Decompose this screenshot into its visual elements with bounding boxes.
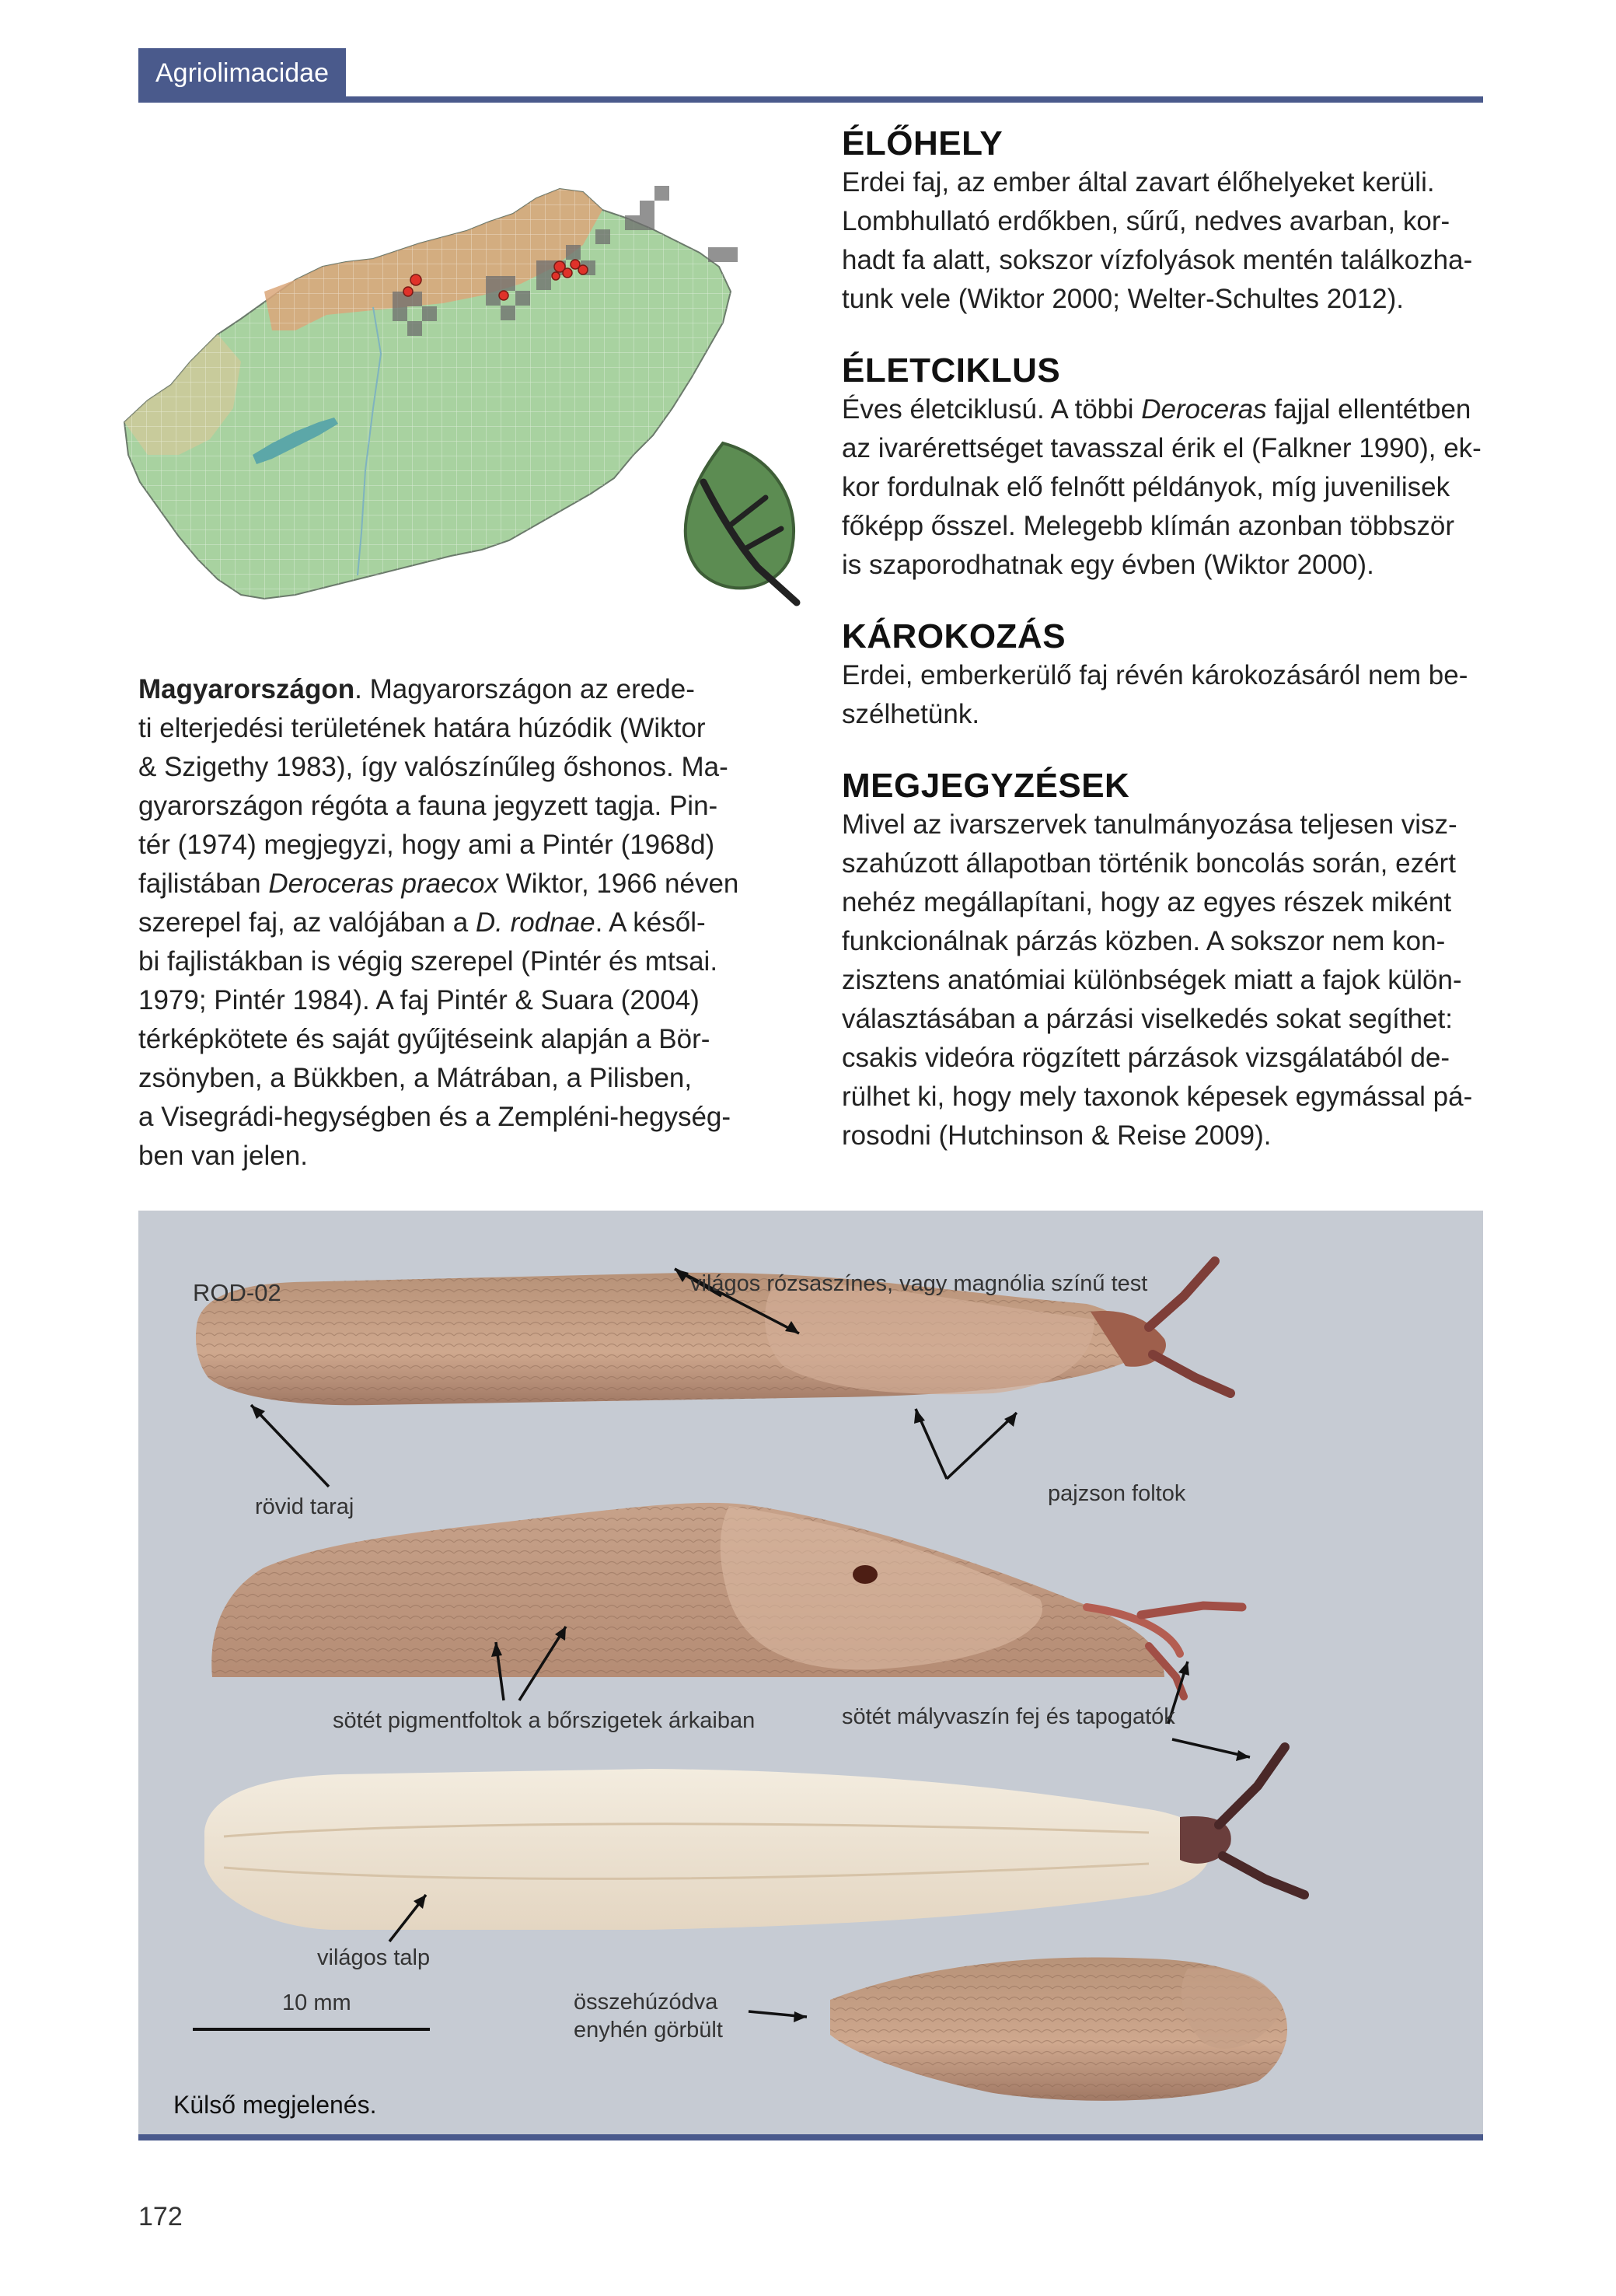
- section-notes: [842, 767, 1483, 1155]
- page-number: 172: [138, 2202, 183, 2231]
- label-body: világos rózsaszínes, vagy magnólia színű test: [690, 1271, 1148, 1296]
- section-title: ÉLŐHELY: [842, 124, 1003, 163]
- section-habitat: [842, 124, 1483, 319]
- slug-contracted-view: [830, 1957, 1287, 2100]
- section-lifecycle: [842, 351, 1483, 585]
- scale-label: 10 mm: [282, 1990, 351, 2015]
- section-title: KÁROKOZÁS: [842, 617, 1066, 655]
- figure-caption: Külső megjelenés.: [173, 2091, 377, 2119]
- label-pigment: sötét pigmentfoltok a bőrszigetek árkaiban: [333, 1708, 756, 1733]
- section-damage: [842, 617, 1483, 734]
- label-contracted: összehúzódva enyhén görbült: [574, 1990, 723, 2043]
- section-title: ÉLETCIKLUS: [842, 351, 1061, 390]
- family-tab: Agriolimacidae: [138, 48, 346, 98]
- footer-rule: [138, 2134, 1483, 2140]
- section-title: MEGJEGYZÉSEK: [842, 767, 1130, 805]
- label-head: sötét mályvaszín fej és tapogatók: [842, 1704, 1175, 1729]
- figure-panel: [138, 1211, 1483, 2137]
- slug-lateral-view: [211, 1503, 1242, 1697]
- section-body: Erdei, emberkerülő faj révén károkozásáról nem be- szélhetünk.: [842, 660, 1468, 729]
- header-rule: [138, 96, 1483, 103]
- label-sole: világos talp: [317, 1945, 431, 1970]
- deciduous-leaf-icon: [672, 435, 805, 610]
- specimen-id: ROD-02: [193, 1279, 281, 1306]
- slug-ventral-view: [204, 1747, 1304, 1930]
- section-body: Erdei faj, az ember által zavart élőhelyeket kerüli. Lombhullató erdőkben, sűrű, nedves avarban, kor- hadt fa alatt, sokszor vízfolyások mentén találkozha- tunk vele (Wiktor 2000; Welter-Schultes 2012).: [842, 167, 1473, 314]
- section-body: Mivel az ivarszervek tanulmányozása teljesen visz- szahúzott állapotban történik boncolás során, ezért nehéz megállapítani, hogy az egyes részek miként funkcionálnak párzás közben. A sokszor nem kon- zisztens anatómiai különbségek miatt a fajok külön- választásában a párzási viselkedés sokat segíthet: csakis videóra rögzített párzások vizsgálatából de- rülhet ki, hogy mely taxonok képesek egymással pá- rosodni (Hutchinson & Reise 2009).: [842, 809, 1473, 1151]
- label-keel: rövid taraj: [255, 1494, 354, 1519]
- label-mantle: pajzson foltok: [1048, 1481, 1186, 1506]
- section-body: Éves életciklusú. A többi Deroceras fajjal ellentétben az ivarérettséget tavasszal érik el (Falkner 1990), ek- kor fordulnak elő felnőtt példányok, míg juvenilisek főképp ősszel. Melegebb klímán azonban többször is szaporodhatnak egy évben (Wiktor 2000).: [842, 394, 1482, 580]
- distribution-paragraph: Magyarországon. Magyarországon az erede- ti elterjedési területének határa húzódik (Wiktor & Szigethy 1983), így valószínűleg őshonos. Ma- gyarországon régóta a fauna jegyzett tagja. Pin- tér (1974) megjegyzi, hogy ami a Pintér (1968d) fajlistában Deroceras praecox Wiktor, 1966 néven szerepel faj, az valójában a D. rodnae. A késől- bi fajlistákban is végig szerepel (Pintér és mtsai. 1979; Pintér 1984). A faj Pintér & Suara (2004) térképkötete és saját gyűjtéseink alapján a Bör- zsönyben, a Bükkben, a Mátrában, a Pilisben, a Visegrádi-hegységben és a Zempléni-hegység- ben van jelen.: [138, 674, 739, 1171]
